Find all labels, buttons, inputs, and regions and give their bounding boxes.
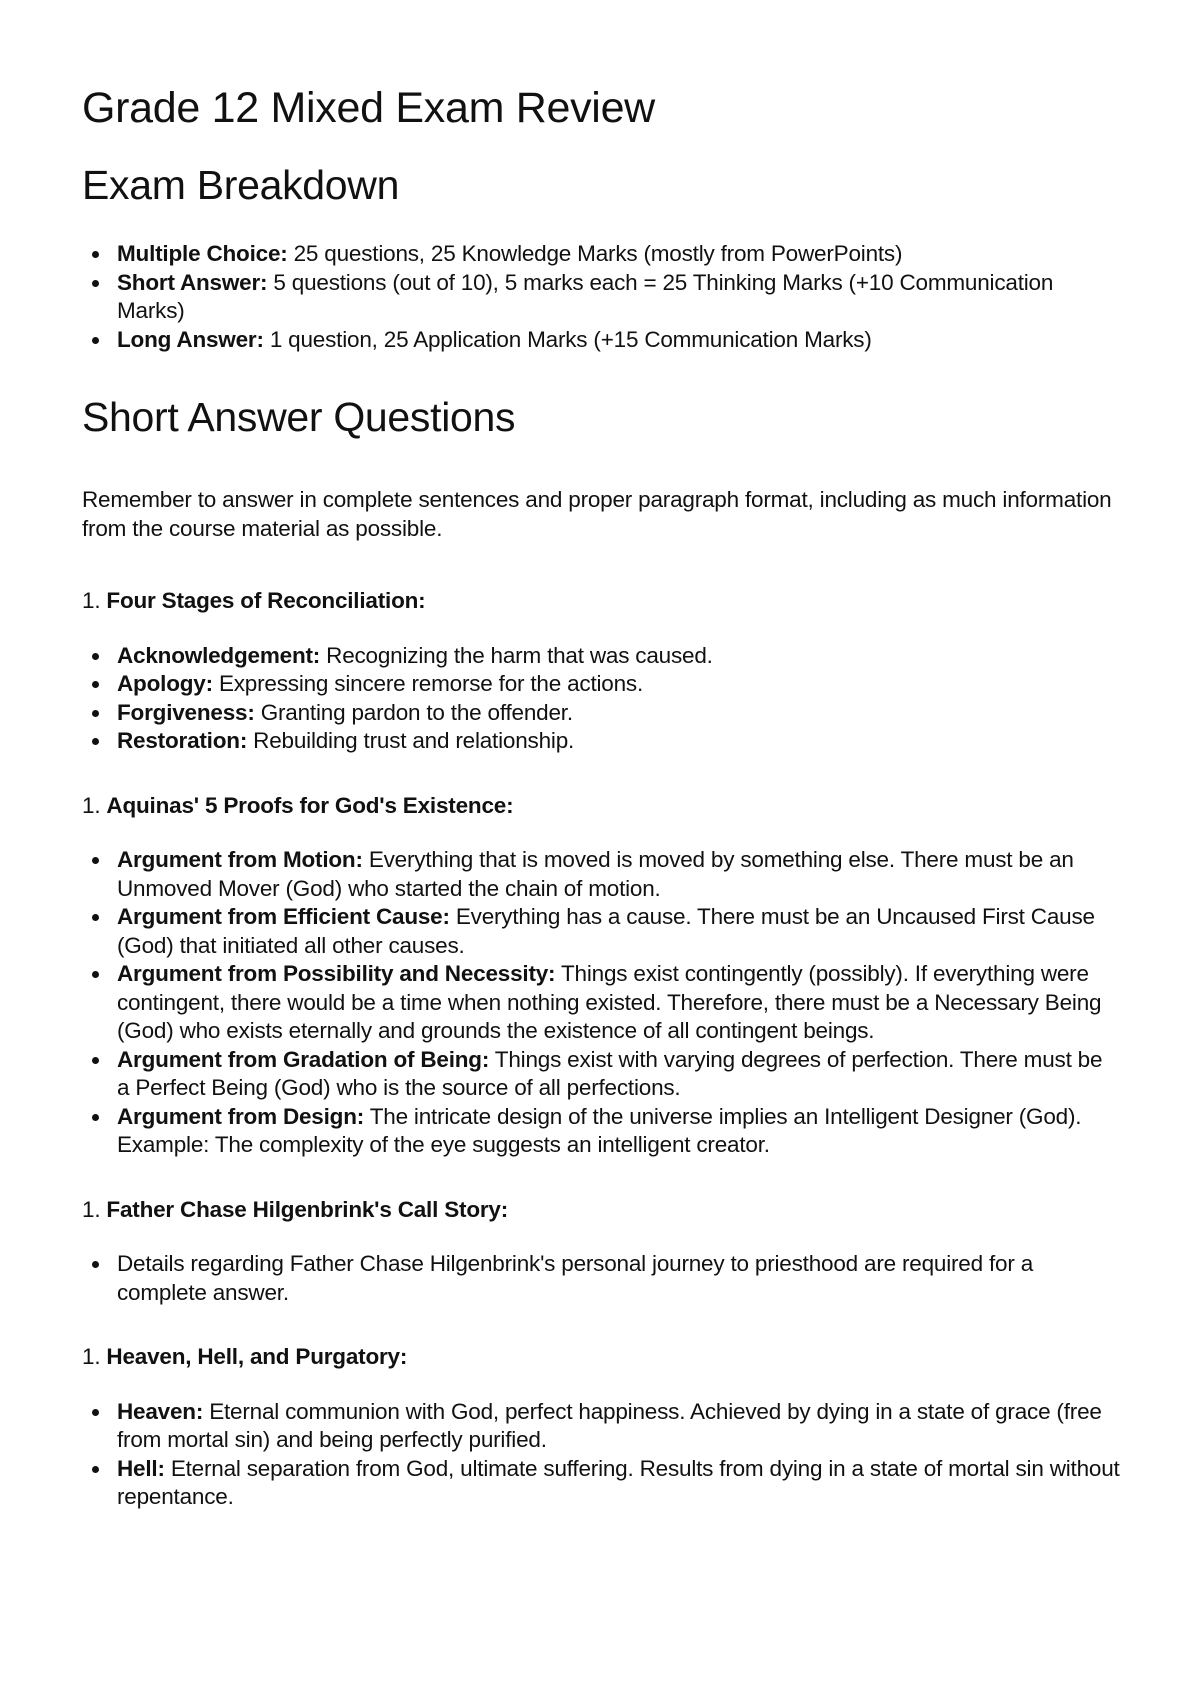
item-label: Multiple Choice: (117, 241, 288, 266)
item-label: Argument from Motion: (117, 847, 363, 872)
item-text: Details regarding Father Chase Hilgenbrink's personal journey to priesthood are required for a complete answer. (117, 1251, 1034, 1305)
question-number: 1. (82, 1196, 107, 1222)
intro-paragraph: Remember to answer in complete sentences and proper paragraph format, including as much information from the course material as possible. (82, 487, 1112, 541)
bullet-icon (92, 653, 99, 660)
list-item (117, 1398, 1120, 1455)
list-item (117, 960, 1120, 1046)
afterlife-list (82, 1398, 1120, 1512)
question-number: 1. (82, 792, 107, 818)
list-item (117, 727, 1120, 756)
list-item (117, 846, 1120, 903)
item-text: Things exist with varying degrees of perfection. There must be a Perfect Being (God) who is the source of all perfections. (117, 1046, 1103, 1100)
bullet-icon (92, 857, 99, 864)
item-label: Argument from Gradation of Being: (117, 1046, 490, 1072)
item-text: Rebuilding trust and relationship. (247, 728, 575, 753)
bullet-icon (92, 971, 99, 978)
item-label: Heaven: (117, 1398, 204, 1424)
section-heading-short-answer: Short Answer Questions (82, 394, 516, 440)
bullet-icon (92, 1466, 99, 1473)
item-text: 1 question, 25 Application Marks (+15 Communication Marks) (263, 326, 872, 352)
question-heading (82, 1196, 1120, 1225)
bullet-icon (92, 280, 99, 287)
item-text: Eternal separation from God, ultimate suffering. Results from dying in a state of mortal sin without repentance. (117, 1455, 1120, 1509)
bullet-icon (92, 1057, 99, 1064)
reconciliation-stages-list (82, 642, 1120, 756)
item-text: Eternal communion with God, perfect happiness. Achieved by dying in a state of grace (free from mortal sin) and being perfectly purified. (117, 1398, 1102, 1452)
item-text: 5 questions (out of 10), 5 marks each = 25 Thinking Marks (+10 Communication Marks) (117, 269, 1054, 323)
item-label: Argument from Possibility and Necessity: (117, 961, 556, 986)
item-label: Argument from Design: (117, 1103, 365, 1129)
bullet-icon (92, 251, 99, 258)
aquinas-proofs-list (82, 846, 1120, 1160)
item-text: Granting pardon to the offender. (254, 699, 573, 725)
question-number: 1. (82, 1344, 107, 1369)
question-title: Aquinas' 5 Proofs for God's Existence: (106, 792, 514, 818)
item-text: Recognizing the harm that was caused. (320, 642, 713, 668)
page-title: Grade 12 Mixed Exam Review (82, 84, 655, 132)
bullet-icon (92, 681, 99, 688)
section-heading-exam-breakdown: Exam Breakdown (82, 162, 400, 208)
item-label: Hell: (117, 1455, 165, 1481)
bullet-icon (92, 1409, 99, 1416)
question-title: Four Stages of Reconciliation: (106, 588, 426, 613)
item-label: Long Answer: (117, 326, 264, 352)
call-story-list (82, 1250, 1120, 1307)
bullet-icon (92, 914, 99, 921)
item-text: Everything has a cause. There must be an Uncaused First Cause (God) that initiated all other causes. (117, 904, 1095, 958)
list-item (117, 326, 1120, 355)
question-title: Heaven, Hell, and Purgatory: (106, 1344, 408, 1369)
list-item (117, 670, 1120, 699)
item-text: Things exist contingently (possibly). If everything were contingent, there would be a time when nothing existed. Therefore, there must be a Necessary Being (God) who exists eternally and grounds the existence of all contingent beings. (117, 961, 1102, 1043)
list-item (117, 1046, 1120, 1103)
list-item (117, 642, 1120, 671)
item-label: Argument from Efficient Cause: (117, 904, 450, 929)
list-item (117, 903, 1120, 960)
question-heading (82, 792, 1120, 821)
item-label: Apology: (117, 671, 213, 696)
list-item (117, 699, 1120, 728)
item-text: Everything that is moved is moved by something else. There must be an Unmoved Mover (God) who started the chain of motion. (117, 847, 1074, 901)
item-text: The intricate design of the universe implies an Intelligent Designer (God). Example: The complexity of the eye suggests an intelligent creator. (117, 1103, 1082, 1157)
item-label: Restoration: (117, 728, 248, 753)
list-item (117, 269, 1120, 326)
item-label: Short Answer: (117, 269, 268, 295)
list-item (117, 240, 1120, 269)
list-item (117, 1455, 1120, 1512)
bullet-icon (92, 337, 99, 344)
bullet-icon (92, 1261, 99, 1268)
question-title: Father Chase Hilgenbrink's Call Story: (106, 1196, 509, 1222)
bullet-icon (92, 738, 99, 745)
item-text: Expressing sincere remorse for the actions. (212, 671, 644, 696)
bullet-icon (92, 1114, 99, 1121)
item-label: Forgiveness: (117, 699, 255, 725)
question-heading (82, 587, 1120, 616)
list-item (117, 1250, 1120, 1307)
bullet-icon (92, 710, 99, 717)
item-label: Acknowledgement: (117, 642, 321, 668)
question-number: 1. (82, 588, 107, 613)
item-text: 25 questions, 25 Knowledge Marks (mostly from PowerPoints) (287, 241, 903, 266)
list-item (117, 1103, 1120, 1160)
question-heading (82, 1343, 1120, 1372)
exam-breakdown-list (82, 240, 1120, 354)
